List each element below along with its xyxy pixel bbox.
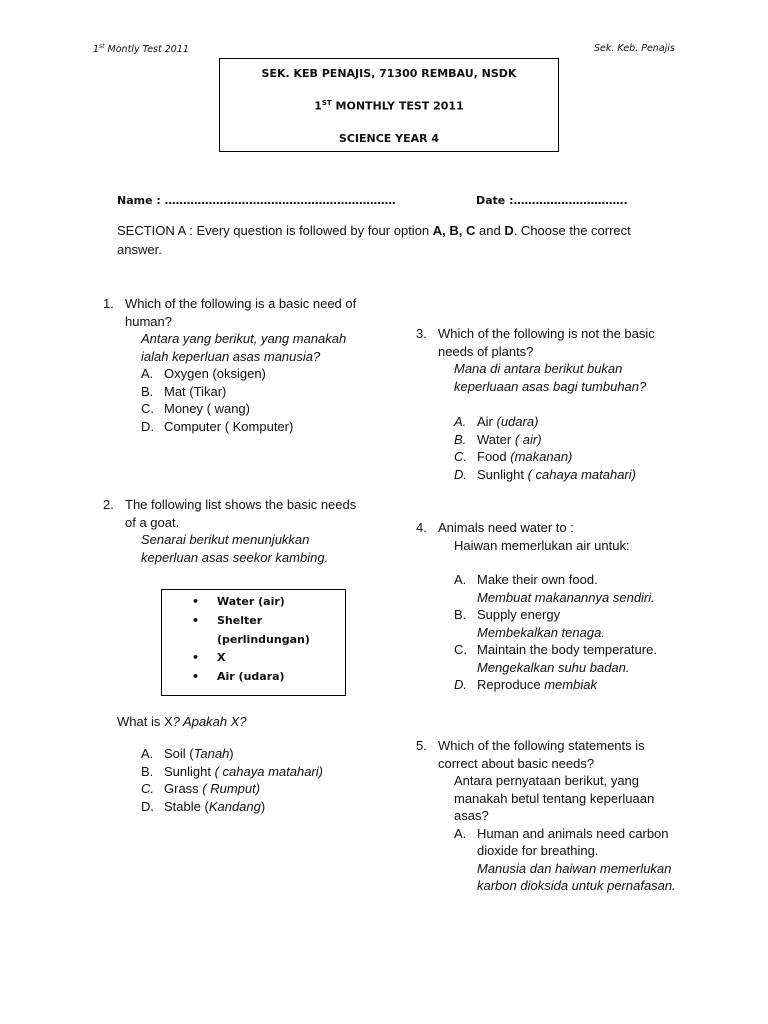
- question-2: [103, 496, 368, 566]
- option-d: D. Sunlight ( cahaya matahari): [454, 466, 636, 482]
- date-field: Date :………………………….: [476, 194, 628, 207]
- option-a: A. Soil (Tanah): [141, 746, 234, 761]
- question-translation: Senarai berikut menunjukkan keperluan asas seekor kambing.: [141, 532, 329, 565]
- question-number: 4.: [416, 520, 427, 535]
- option-a: A. Human and animals need carbon dioxide for breathing. Manusia dan haiwan memerlukan karbon dioksida untuk pernafasan.: [454, 825, 676, 893]
- option-c: C. Grass ( Rumput): [141, 781, 261, 796]
- name-field: Name : ………………………………………………………: [117, 194, 396, 207]
- list-item: • Water (air): [192, 595, 285, 608]
- option-b: B. Sunlight ( cahaya matahari): [141, 763, 323, 779]
- question-number: 5.: [416, 738, 427, 753]
- list-item: • Shelter: [192, 613, 263, 627]
- question-translation: Haiwan memerlukan air untuk:: [454, 537, 630, 553]
- title-box: [219, 58, 559, 152]
- what-is-x-prompt: What is X? Apakah X?: [117, 714, 247, 729]
- needs-list-box: [161, 589, 346, 696]
- question-2-options: [103, 745, 368, 815]
- option-a: A. Air (udara): [454, 414, 539, 429]
- question-translation: Antara yang berikut, yang manakah ialah keperluan asas manusia?: [141, 331, 347, 364]
- school-name: SEK. KEB PENAJIS, 71300 REMBAU, NSDK: [261, 67, 517, 80]
- question-3: [416, 325, 686, 483]
- question-stem: Which of the following is a basic need of human?: [125, 296, 357, 329]
- question-stem: Which of the following is not the basic needs of plants?: [438, 326, 655, 359]
- option-b: B. Supply energy Membekalkan tenaga.: [454, 607, 605, 640]
- option-d: D. Reproduce membiak: [454, 677, 597, 692]
- question-translation: Antara pernyataan berikut, yang manakah betul tentang keperluaan asas?: [454, 773, 655, 823]
- subject-title: SCIENCE YEAR 4: [338, 132, 440, 145]
- question-number: 3.: [416, 326, 427, 341]
- question-stem: Which of the following statements is correct about basic needs?: [438, 738, 645, 771]
- option-a: A. Make their own food. Membuat makanannya sendiri.: [454, 572, 655, 605]
- question-stem: Animals need water to :: [438, 520, 574, 535]
- question-translation: Mana di antara berikut bukan keperluaan asas bagi tumbuhan?: [454, 361, 647, 394]
- question-1: [103, 295, 368, 435]
- question-stem: The following list shows the basic needs of a goat.: [125, 497, 357, 530]
- list-item: • Air (udara): [192, 670, 285, 684]
- option-b: B. Mat (Tikar): [141, 383, 227, 399]
- test-title: 1ST MONTHLY TEST 2011: [314, 99, 464, 113]
- option-b: B. Water ( air): [454, 431, 542, 447]
- question-4: [416, 519, 686, 694]
- option-c: C. Maintain the body temperature. Mengekalkan suhu badan.: [454, 642, 657, 675]
- section-instructions: SECTION A : Every question is followed by four option A, B, C and D. Choose the correct answer.: [117, 223, 631, 257]
- option-d: D. Computer ( Komputer): [141, 418, 294, 434]
- running-header-right: Sek. Keb. Penajis: [594, 43, 675, 54]
- running-header-left: 1st Montly Test 2011: [93, 43, 189, 56]
- question-5: [416, 737, 686, 895]
- list-item-continuation: (perlindungan): [217, 632, 310, 646]
- option-c: C. Food (makanan): [454, 449, 573, 464]
- option-a: A. Oxygen (oksigen): [141, 366, 266, 381]
- option-c: C. Money ( wang): [141, 401, 250, 416]
- option-d: D. Stable (Kandang): [141, 798, 266, 814]
- list-item: • X: [192, 651, 226, 665]
- question-number: 2.: [103, 497, 114, 512]
- question-number: 1.: [103, 296, 114, 311]
